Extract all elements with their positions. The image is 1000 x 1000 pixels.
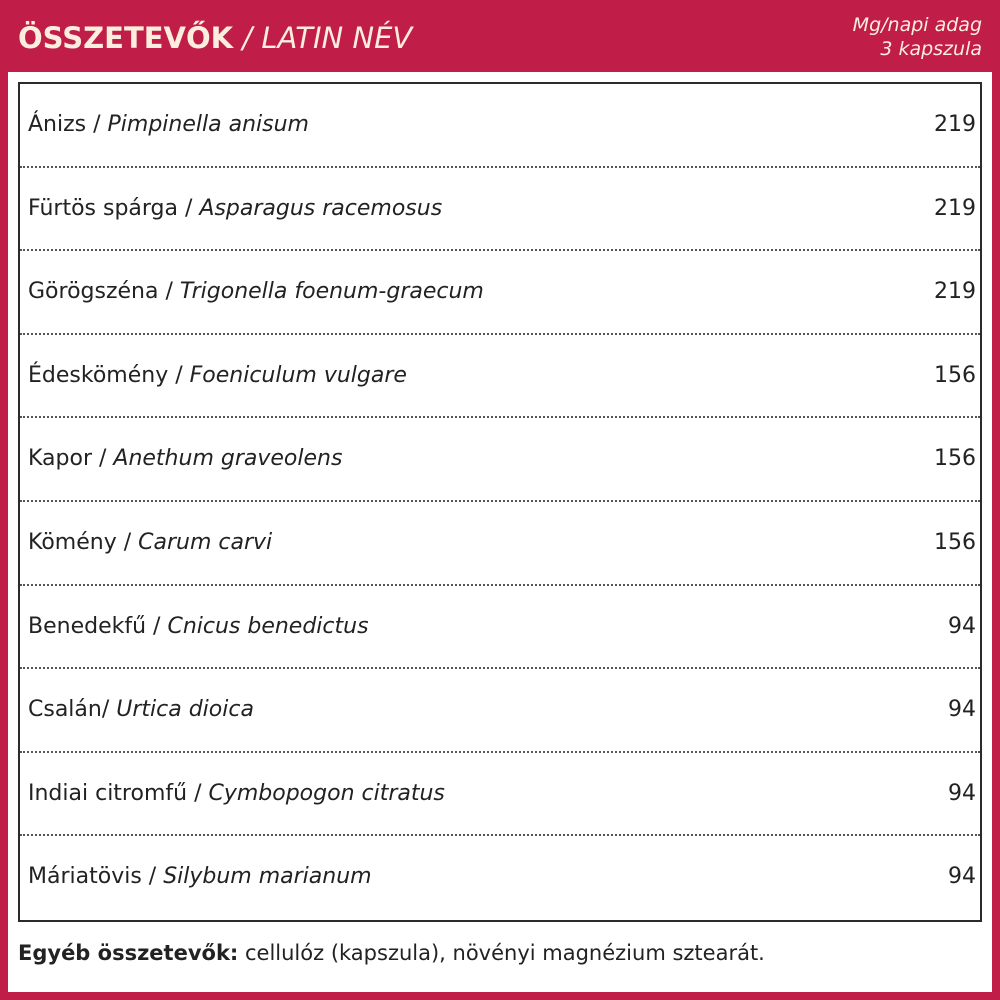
- ingredient-amount: 219: [934, 279, 976, 305]
- ingredient-row: [20, 836, 980, 920]
- ingredient-row: [20, 418, 980, 502]
- ingredient-name: Ánizs: [28, 112, 87, 137]
- ingredient-name-cell: [28, 695, 254, 725]
- ingredient-name: Görögszéna: [28, 279, 159, 305]
- ingredient-name-cell: [28, 779, 445, 809]
- ingredient-name: Kömény: [28, 530, 117, 555]
- header-title-separator: /: [233, 21, 262, 55]
- ingredient-name: Kapor: [28, 446, 92, 472]
- ingredient-amount: 156: [934, 362, 976, 388]
- ingredient-separator: /: [146, 613, 168, 639]
- ingredient-separator: /: [178, 195, 200, 221]
- ingredient-row: [20, 335, 980, 419]
- ingredient-name-cell: [28, 277, 484, 307]
- ingredient-amount: 219: [934, 195, 976, 221]
- ingredient-latin-name: Cymbopogon citratus: [208, 780, 445, 806]
- other-ingredients-text: cellulóz (kapszula), növényi magnézium sztearát.: [238, 941, 765, 965]
- ingredient-row: [20, 251, 980, 335]
- ingredients-table: [18, 82, 982, 922]
- ingredient-name: Édeskömény: [28, 362, 169, 388]
- ingredient-separator: /: [187, 780, 209, 806]
- ingredient-name: Indiai citromfű: [28, 780, 188, 806]
- ingredient-name: Benedekfű: [28, 613, 147, 639]
- ingredient-latin-name: Foeniculum vulgare: [189, 362, 407, 388]
- ingredient-amount: 94: [948, 697, 976, 723]
- ingredient-name-cell: [28, 110, 309, 140]
- ingredient-name-cell: [28, 194, 442, 224]
- ingredient-row: [20, 586, 980, 670]
- ingredient-latin-name: Cnicus benedictus: [167, 613, 369, 639]
- header-title-main: ÖSSZETEVŐK: [18, 21, 234, 55]
- ingredient-row: [20, 84, 980, 168]
- ingredient-name: Csalán: [28, 697, 102, 723]
- ingredient-separator: /: [86, 112, 108, 137]
- ingredient-separator: /: [158, 279, 180, 305]
- ingredients-panel: [8, 72, 992, 992]
- ingredient-latin-name: Pimpinella anisum: [107, 112, 309, 137]
- ingredient-latin-name: Asparagus racemosus: [199, 195, 443, 221]
- header-title: [18, 18, 412, 58]
- header-dose-line1: Mg/napi adag: [852, 14, 982, 36]
- ingredient-row: [20, 753, 980, 837]
- ingredient-separator: /: [116, 530, 139, 555]
- other-ingredients: [18, 938, 765, 968]
- ingredient-amount: 156: [934, 530, 976, 555]
- ingredient-separator: /: [168, 362, 190, 388]
- ingredient-separator: /: [92, 446, 114, 472]
- header-dose-line2: 3 kapszula: [880, 38, 982, 60]
- ingredient-latin-name: Trigonella foenum-graecum: [179, 279, 484, 305]
- ingredient-name-cell: [28, 528, 272, 558]
- ingredient-name-cell: [28, 444, 342, 474]
- ingredient-latin-name: Silybum marianum: [163, 864, 372, 890]
- header-title-latin: LATIN NÉV: [261, 21, 413, 55]
- ingredient-amount: 94: [948, 864, 976, 890]
- ingredient-amount: 94: [948, 613, 976, 639]
- ingredient-name-cell: [28, 612, 369, 642]
- ingredient-latin-name: Anethum graveolens: [113, 446, 343, 472]
- ingredient-separator: /: [101, 697, 117, 723]
- ingredient-name: Fürtös spárga: [28, 195, 178, 221]
- other-ingredients-label: Egyéb összetevők:: [18, 941, 239, 965]
- ingredient-name: Máriatövis: [28, 864, 142, 890]
- ingredient-amount: 156: [934, 446, 976, 472]
- ingredient-latin-name: Urtica dioica: [116, 697, 254, 723]
- header-dose-label: [853, 13, 982, 61]
- ingredient-row: [20, 168, 980, 252]
- ingredient-name-cell: [28, 862, 372, 892]
- ingredient-name-cell: [28, 361, 407, 391]
- ingredient-row: [20, 669, 980, 753]
- ingredient-latin-name: Carum carvi: [138, 530, 273, 555]
- header: [0, 0, 1000, 80]
- ingredient-separator: /: [141, 864, 164, 890]
- ingredient-amount: 219: [934, 112, 976, 137]
- ingredient-row: [20, 502, 980, 586]
- ingredient-amount: 94: [948, 780, 976, 806]
